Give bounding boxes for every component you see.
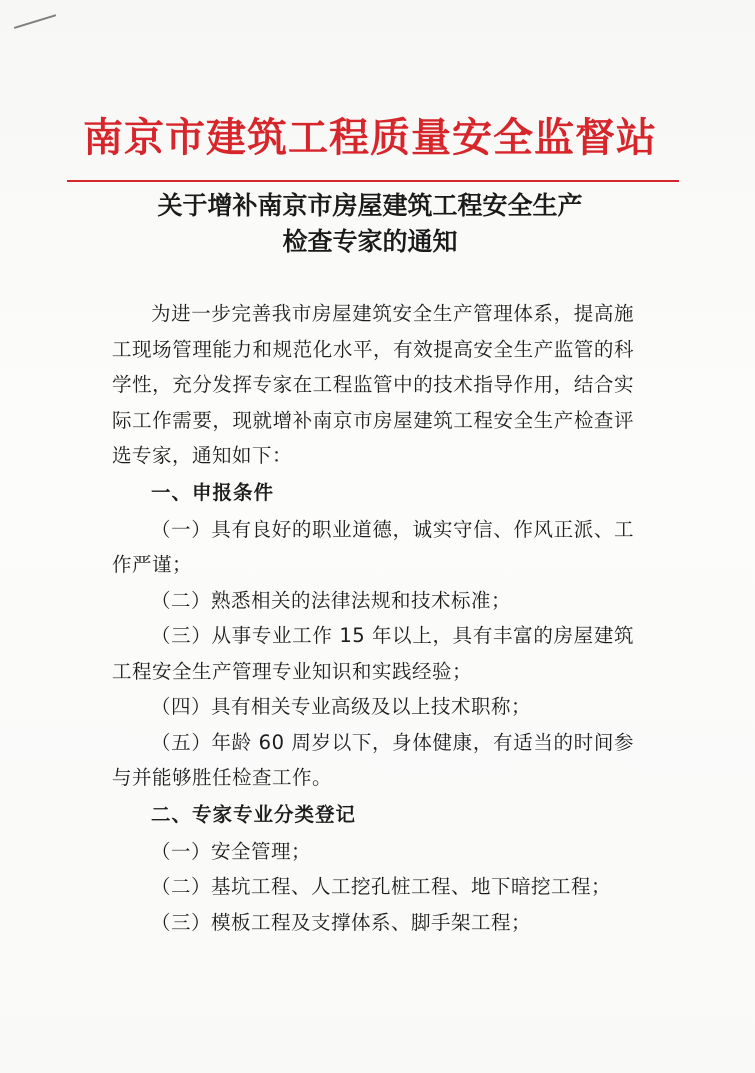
section-1-heading: 一、申报条件: [151, 480, 275, 504]
letterhead-red-rule: [67, 180, 679, 182]
section-1-item: （一）具有良好的职业道德，诚实守信、作风正派、工作严谨；: [112, 517, 634, 576]
section-1-item: （五）年龄 60 周岁以下，身体健康，有适当的时间参与并能够胜任检查工作。: [112, 730, 634, 789]
section-2-item: （二）基坑工程、人工挖孔桩工程、地下暗挖工程；: [151, 875, 612, 898]
section-2-heading: 二、专家专业分类登记: [151, 802, 357, 826]
pen-stroke-mark: [14, 14, 57, 29]
intro-paragraph: 为进一步完善我市房屋建筑安全生产管理体系，提高施工现场管理能力和规范化水平，有效提高安全生产监管的科学性，充分发挥专家在工程监管中的技术指导作用，结合实际工作需要，现就增补南京市房屋建筑工程安全生产检查评选专家，通知如下：: [112, 302, 634, 467]
document-title-line-1: 关于增补南京市房屋建筑工程安全生产: [157, 191, 583, 220]
section-1-item: （二）熟悉相关的法律法规和技术标准；: [151, 588, 512, 612]
section-2-item: （三）模板工程及支撑体系、脚手架工程；: [151, 910, 532, 934]
section-2-item: （一）安全管理；: [151, 839, 312, 863]
letterhead-title: 南京市建筑工程质量安全监督站: [83, 115, 657, 161]
document-title: [60, 188, 680, 260]
document-title-line-2: 检查专家的通知: [282, 227, 458, 256]
document-body: [112, 296, 634, 940]
section-1-item: （四）具有相关专业高级及以上技术职称；: [151, 695, 532, 718]
section-1-item: （三）从事专业工作 15 年以上，具有丰富的房屋建筑工程安全生产管理专业知识和实践经验；: [112, 624, 634, 683]
